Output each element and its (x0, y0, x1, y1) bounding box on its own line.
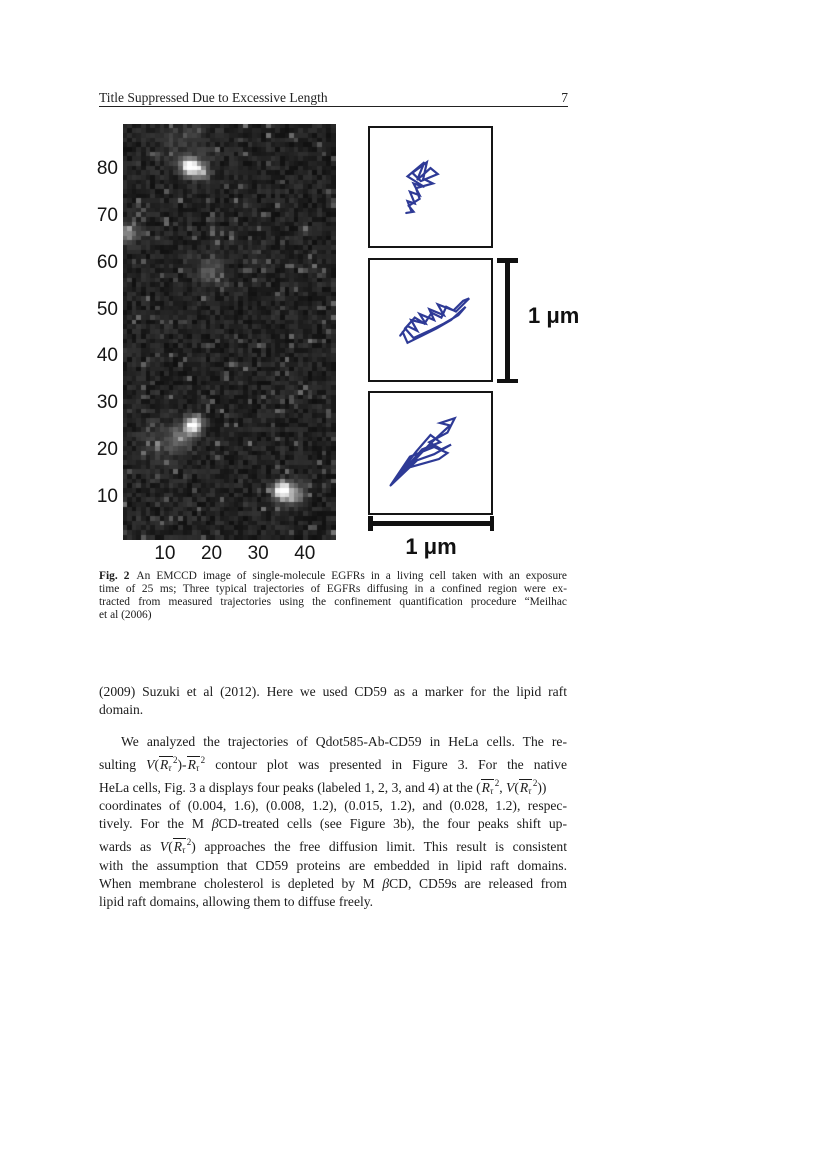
trajectory-box-1 (368, 126, 493, 248)
trajectory-plot-2 (370, 260, 491, 380)
body-line: wards as $V(R\tau^2)$ approaches the free diffusion limit. This result is consistent (99, 837, 567, 856)
body-line: HeLa cells, Fig. 3 a displays four peaks (labeled 1, 2, 3, and 4) at the ($R\tau^2$, $V(R\tau^2)$) (99, 778, 547, 797)
trajectory-box-2 (368, 258, 493, 382)
trajectory-plot-1 (370, 128, 491, 246)
math-rbar: $R\tau^2$ (159, 755, 178, 774)
y-axis-label: 30 (96, 392, 118, 414)
trajectory-plot-3 (370, 393, 491, 513)
body-line: lipid raft domains, allowing them to diffuse freely. (99, 893, 374, 909)
x-axis-label: 30 (247, 543, 269, 564)
caption-line: time of 25 ms; Three typical trajectories of EGFRs diffusing in a confined region were ex- (99, 583, 567, 596)
body-line: tively. For the M βCD-treated cells (see Figure 3b), the four peaks shift up- (99, 816, 567, 832)
body-line: domain. (99, 702, 144, 718)
y-axis-label: 20 (96, 439, 118, 461)
body-line: (2009) Suzuki et al (2012). Here we used CD59 as a marker for the lipid raft (99, 684, 567, 699)
caption-line: tracted from measured trajectories using the confinement quantification procedure “Meilhac (99, 596, 567, 609)
y-axis-label: 40 (96, 345, 118, 367)
body-paragraph-2 (99, 733, 567, 911)
scalebar-horizontal-right-cap (490, 516, 495, 531)
scalebar-vertical-stem (505, 258, 510, 383)
body-line: sulting $V(R\tau^2)-R\tau^2$ contour plot was presented in Figure 3. For the native (99, 755, 567, 774)
math-v-rbar: $V(R\tau^2)$ (159, 837, 196, 856)
y-axis-label: 80 (96, 157, 118, 179)
body-line: We analyzed the trajectories of Qdot585-Ab-CD59 in HeLa cells. The re- (121, 734, 567, 749)
scalebar-horizontal-stem (368, 521, 494, 526)
caption-line: Fig. 2 An EMCCD image of single-molecule EGFRs in a living cell taken with an exposure (99, 570, 567, 582)
y-axis-label: 60 (96, 251, 118, 273)
body-paragraph-1 (99, 683, 567, 719)
body-line: coordinates of (0.004, 1.6), (0.008, 1.2), (0.015, 1.2), and (0.028, 1.2), respec- (99, 798, 567, 814)
math-v-rbar: $V(R\tau^2)$ (506, 778, 542, 797)
header-title: Title Suppressed Due to Excessive Length (99, 90, 328, 105)
italic-symbol: β (211, 816, 219, 832)
x-axis-label: 20 (200, 543, 223, 564)
header-rule (99, 106, 568, 107)
body-line: When membrane cholesterol is depleted by M βCD, CD59s are released from (99, 875, 568, 891)
page-header (99, 90, 568, 106)
caption-line: et al (2006) (99, 609, 152, 622)
trajectory-path-2 (400, 298, 469, 342)
scalebar-horizontal-left-cap (368, 516, 373, 531)
italic-symbol: β (382, 875, 390, 891)
x-axis-label: 40 (294, 543, 316, 564)
page-number: 7 (561, 90, 568, 105)
caption-label: Fig. 2 (99, 570, 130, 582)
figure-caption (99, 570, 567, 622)
scalebar-vertical-bottom-cap (497, 379, 518, 384)
trajectory-box-3 (368, 391, 493, 515)
body-line: with the assumption that CD59 proteins are embedded in lipid raft domains. (99, 857, 567, 873)
math-rbar: $R\tau^2$ (481, 778, 500, 797)
y-axis-label: 50 (96, 298, 118, 320)
math-rbar: $R\tau^2$ (173, 837, 192, 856)
emccd-image (123, 124, 336, 540)
math-rbar: $R\tau^2$ (187, 755, 206, 774)
trajectory-path-1 (406, 162, 437, 213)
math-rbar: $R\tau^2$ (519, 778, 538, 797)
y-axis-label: 70 (96, 204, 118, 226)
scalebar-horizontal-label: 1 μm (405, 534, 457, 559)
x-axis-label: 10 (154, 543, 176, 564)
math-v-rbar: $V(R\tau^2)$ (146, 755, 183, 774)
trajectory-path-3 (391, 418, 455, 485)
y-axis-label: 10 (96, 485, 118, 507)
scalebar-vertical-label: 1 μm (528, 303, 580, 328)
